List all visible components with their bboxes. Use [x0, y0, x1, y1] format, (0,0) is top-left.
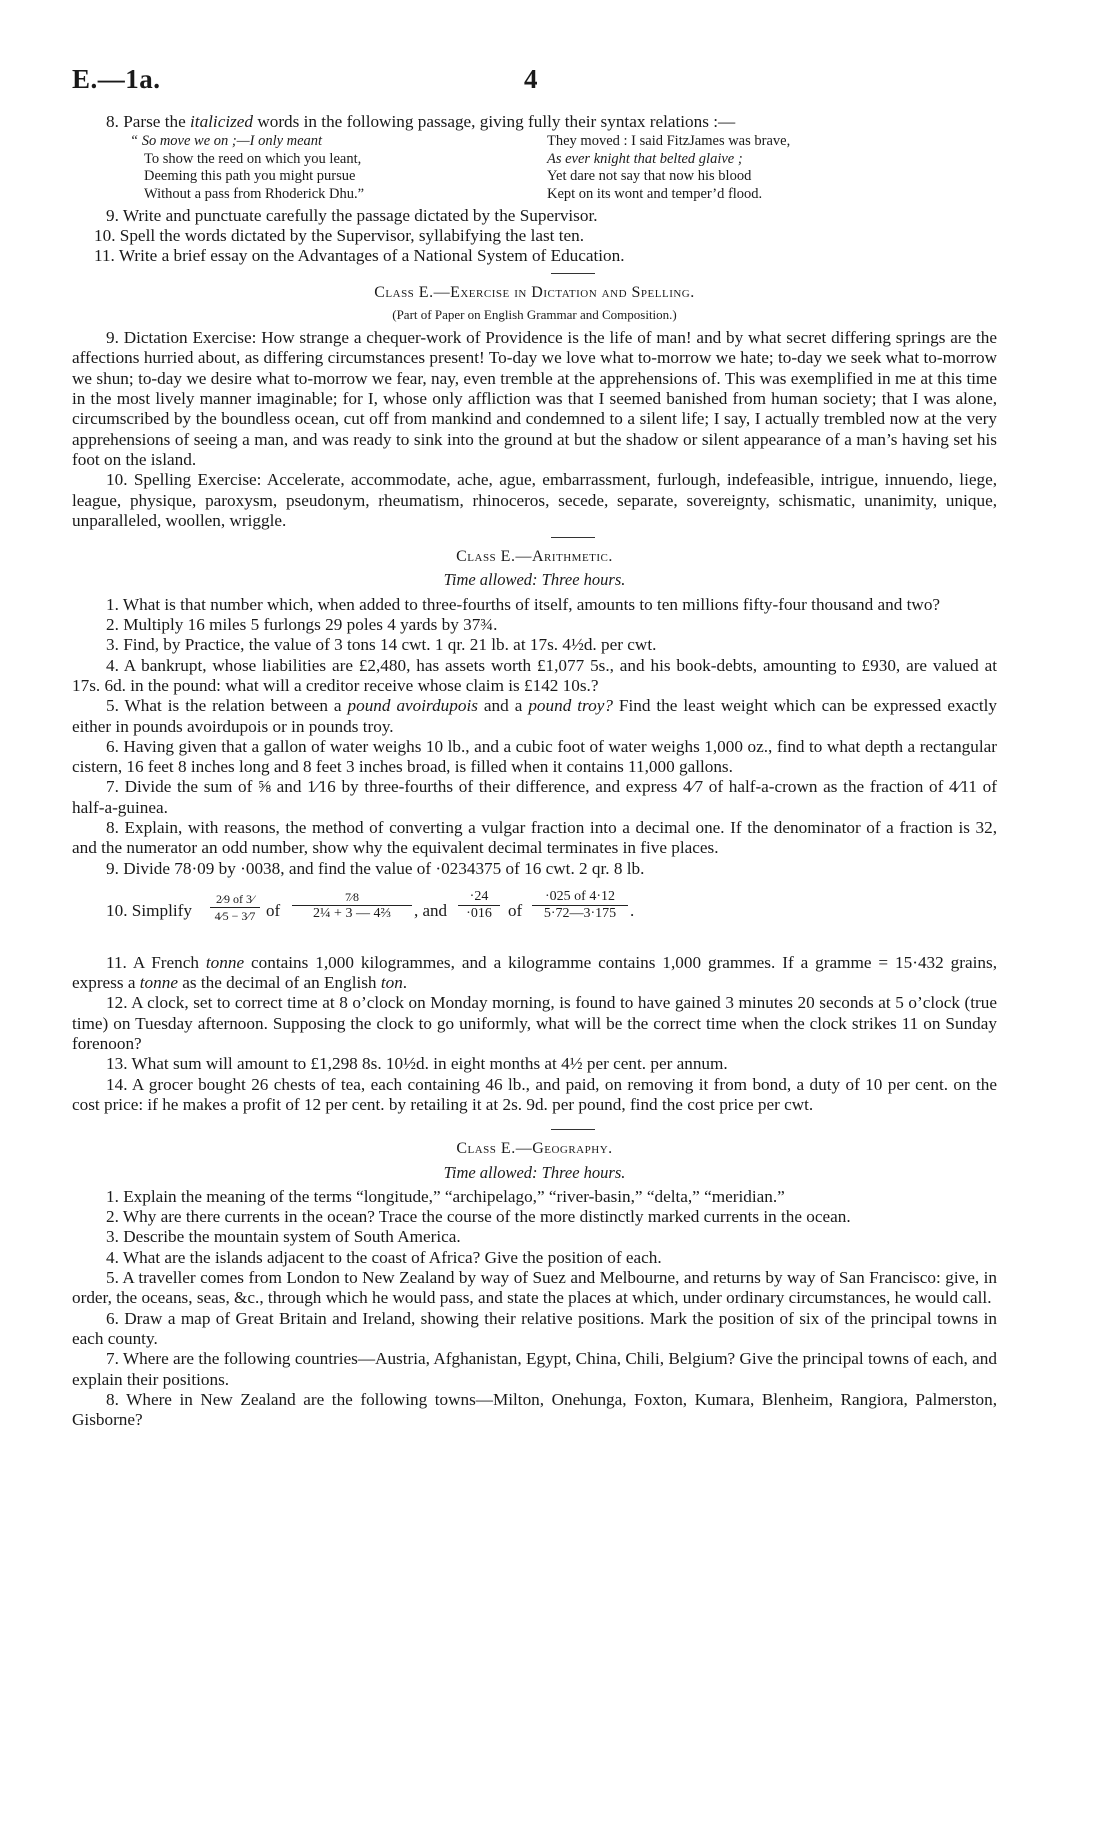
arithmetic-question-2: 2. Multiply 16 miles 5 furlongs 29 poles 4 yards by 37¾.: [106, 615, 498, 635]
grammar-question-10: 10. Spell the words dictated by the Supervisor, syllabifying the last ten.: [94, 225, 585, 245]
of-text: of: [508, 900, 523, 920]
poem-line: To show the reed on which you leant,: [144, 150, 362, 167]
fraction-3: $\frac{\cdot 24}{\cdot 016}$: [458, 889, 500, 922]
poem-line: Without a pass from Rhoderick Dhu.”: [144, 186, 365, 203]
page-body: [72, 112, 997, 1430]
arithmetic-question-5: 5. What is the relation between a pound avoirdupois and a pound troy? Find the least weight which can be expressed exactly either in pounds avoirdupois or in pounds troy.: [72, 696, 997, 736]
geography-question-4: 4. What are the islands adjacent to the coast of Africa? Give the position of each.: [106, 1247, 662, 1267]
fraction-4: $\frac{\cdot 025 of 4\cdot 12}{5\cdot 72—3\cdot 175}$: [532, 889, 628, 922]
arithmetic-question-11: 11. A French tonne contains 1,000 kilogrammes, and a kilogramme contains 1,000 grammes. If a gramme = 15·432 grains, express a tonne as the decimal of an English ton.: [72, 952, 997, 993]
arithmetic-question-13: 13. What sum will amount to £1,298 8s. 10½d. in eight months at 4½ per cent. per annum.: [106, 1054, 728, 1074]
grammar-question-9: 9. Write and punctuate carefully the passage dictated by the Supervisor.: [106, 205, 598, 225]
geography-question-8: 8. Where in New Zealand are the following towns—Milton, Onehunga, Foxton, Kumara, Blenheim, Rangiora, Palmerston, Gisborne?: [72, 1389, 997, 1430]
poem-line: As ever knight that belted glaive ;: [547, 150, 743, 167]
fraction-1: $\frac{2⁄9 of 3⁄}{4⁄5 - 3⁄7}$: [210, 891, 260, 924]
poem-line: Deeming this path you might pursue: [144, 168, 356, 185]
arithmetic-question-10: [72, 883, 997, 953]
arithmetic-question-14: 14. A grocer bought 26 chests of tea, each containing 46 lb., and paid, on removing it from bond, a duty of 10 per cent. on the cost price: if he makes a profit of 12 per cent. by retailing it at 2s. 9d. per pound, find the cost price per cwt.: [72, 1074, 997, 1114]
poem-right-column: [547, 133, 790, 203]
arithmetic-question-12: 12. A clock, set to correct time at 8 o’clock on Monday morning, is found to have gained 3 minutes 20 seconds at 5 o’clock (true time) on Tuesday afternoon. Supposing the clock to go uniformly, what will be the correct time when the clock strikes 11 on Sunday forenoon?: [72, 993, 997, 1054]
arithmetic-question-1: 1. What is that number which, when added to three-fourths of itself, amounts to ten millions fifty-four thousand and two?: [106, 594, 941, 614]
page-header: [72, 64, 1042, 104]
and-text: , and: [414, 900, 448, 920]
geography-question-7: 7. Where are the following countries—Austria, Afghanistan, Egypt, China, Chili, Belgium? Give the principal towns of each, and explain their positions.: [72, 1349, 997, 1389]
section-divider: [551, 1129, 595, 1130]
page-number: 4: [524, 64, 538, 94]
geography-section-title: Class E.—Geography.: [456, 1140, 613, 1158]
document-code: E.—1a.: [72, 64, 161, 94]
poem-line: Kept on its wont and temper’d flood.: [547, 186, 763, 203]
spelling-exercise: 10. Spelling Exercise: Accelerate, accommodate, ache, ague, embarrassment, furlough, indefeasible, intrigue, innuendo, liege, league, physique, paroxysm, pseudonym, rheumatism, rhinoceros, secede, separate, sovereignty, schismatic, unanimity, unique, unparalleled, woollen, wriggle.: [72, 470, 997, 530]
section-divider: [551, 537, 595, 538]
dictation-exercise: 9. Dictation Exercise: How strange a chequer-work of Providence is the life of man! and by what secret differing springs are the affections hurried about, as differing circumstances present! To-day we love what to-morrow we hate; to-day we seek what to-morrow we shun; to-day we desire what to-morrow we fear, nay, even tremble at the apprehensions of. This was exemplified in me at this time in the most lively manner imaginable; for I, whose only affliction was that I seemed banished from human society; that I was alone, circumscribed by the boundless ocean, cut off from mankind and condemned to a silent life; I say, I actually trembled now at the very apprehensions of seeing a man, and was ready to sink into the ground at but the shadow or silent appearance of a man’s having set his foot on the island.: [72, 328, 997, 469]
question-8-lead: 8. Parse the italicized words in the following passage, giving fully their syntax relations :—: [106, 112, 736, 131]
dictation-section-subtitle: (Part of Paper on English Grammar and Composition.): [392, 306, 677, 322]
geography-question-2: 2. Why are there currents in the ocean? Trace the course of the more distinctly marked currents in the ocean.: [106, 1207, 851, 1227]
geography-question-1: 1. Explain the meaning of the terms “longitude,” “archipelago,” “river-basin,” “delta,” “meridian.”: [106, 1186, 785, 1206]
arithmetic-time-allowed: Time allowed: Three hours.: [443, 570, 626, 590]
poem-left-column: [72, 133, 547, 203]
grammar-question-11: 11. Write a brief essay on the Advantages of a National System of Education.: [94, 246, 625, 266]
poem-line: They moved : I said FitzJames was brave,: [547, 133, 791, 150]
arithmetic-question-9: 9. Divide 78·09 by ·0038, and find the value of ·0234375 of 16 cwt. 2 qr. 8 lb.: [106, 858, 645, 878]
geography-question-6: 6. Draw a map of Great Britain and Ireland, showing their relative positions. Mark the position of six of the principal towns in each county.: [72, 1308, 997, 1348]
geography-question-5: 5. A traveller comes from London to New Zealand by way of Suez and Melbourne, and returns by way of San Francisco: give, in order, the oceans, seas, &c., through which he would pass, and state the places at which, under ordinary circumstances, he would call.: [72, 1268, 997, 1308]
arithmetic-question-7: 7. Divide the sum of ⅝ and 1⁄16 by three-fourths of their difference, and express 4⁄7 of half-a-crown as the fraction of 4⁄11 of half-a-guinea.: [72, 777, 997, 817]
section-divider: [551, 273, 595, 274]
arithmetic-question-8: 8. Explain, with reasons, the method of converting a vulgar fraction into a decimal one. If the denominator of a fraction is 32, and the numerator an odd number, show why the equivalent decimal terminates in five places.: [72, 817, 997, 858]
question-10-label: 10. Simplify: [106, 900, 192, 920]
geography-question-3: 3. Describe the mountain system of South America.: [106, 1227, 461, 1247]
poem-line: “ So move we on ;—I only meant: [130, 133, 323, 150]
end-period: .: [630, 900, 635, 920]
dictation-section-title: Class E.—Exercise in Dictation and Spelling.: [374, 283, 695, 301]
fraction-2: $\frac{7⁄8}{\text{2¼ + 3 — 4⅔}}$: [292, 889, 412, 922]
arithmetic-question-4: 4. A bankrupt, whose liabilities are £2,480, has assets worth £1,077 5s., and his book-debts, amounting to £930, are valued at 17s. 6d. in the pound: what will a creditor receive whose claim is £142 10s.?: [72, 655, 997, 695]
arithmetic-question-6: 6. Having given that a gallon of water weighs 10 lb., and a cubic foot of water weighs 1,000 oz., find to what depth a rectangular cistern, 16 feet 8 inches long and 8 feet 3 inches broad, is filled when it contains 11,000 gallons.: [72, 736, 997, 777]
arithmetic-section-title: Class E.—Arithmetic.: [456, 548, 613, 566]
grammar-question-8: [106, 112, 997, 132]
arithmetic-question-3: 3. Find, by Practice, the value of 3 tons 14 cwt. 1 qr. 21 lb. at 17s. 4½d. per cwt.: [106, 635, 657, 655]
of-text: of: [266, 900, 281, 920]
poem-passage: [72, 133, 997, 203]
geography-time-allowed: Time allowed: Three hours.: [443, 1162, 626, 1182]
poem-line: Yet dare not say that now his blood: [547, 168, 752, 185]
